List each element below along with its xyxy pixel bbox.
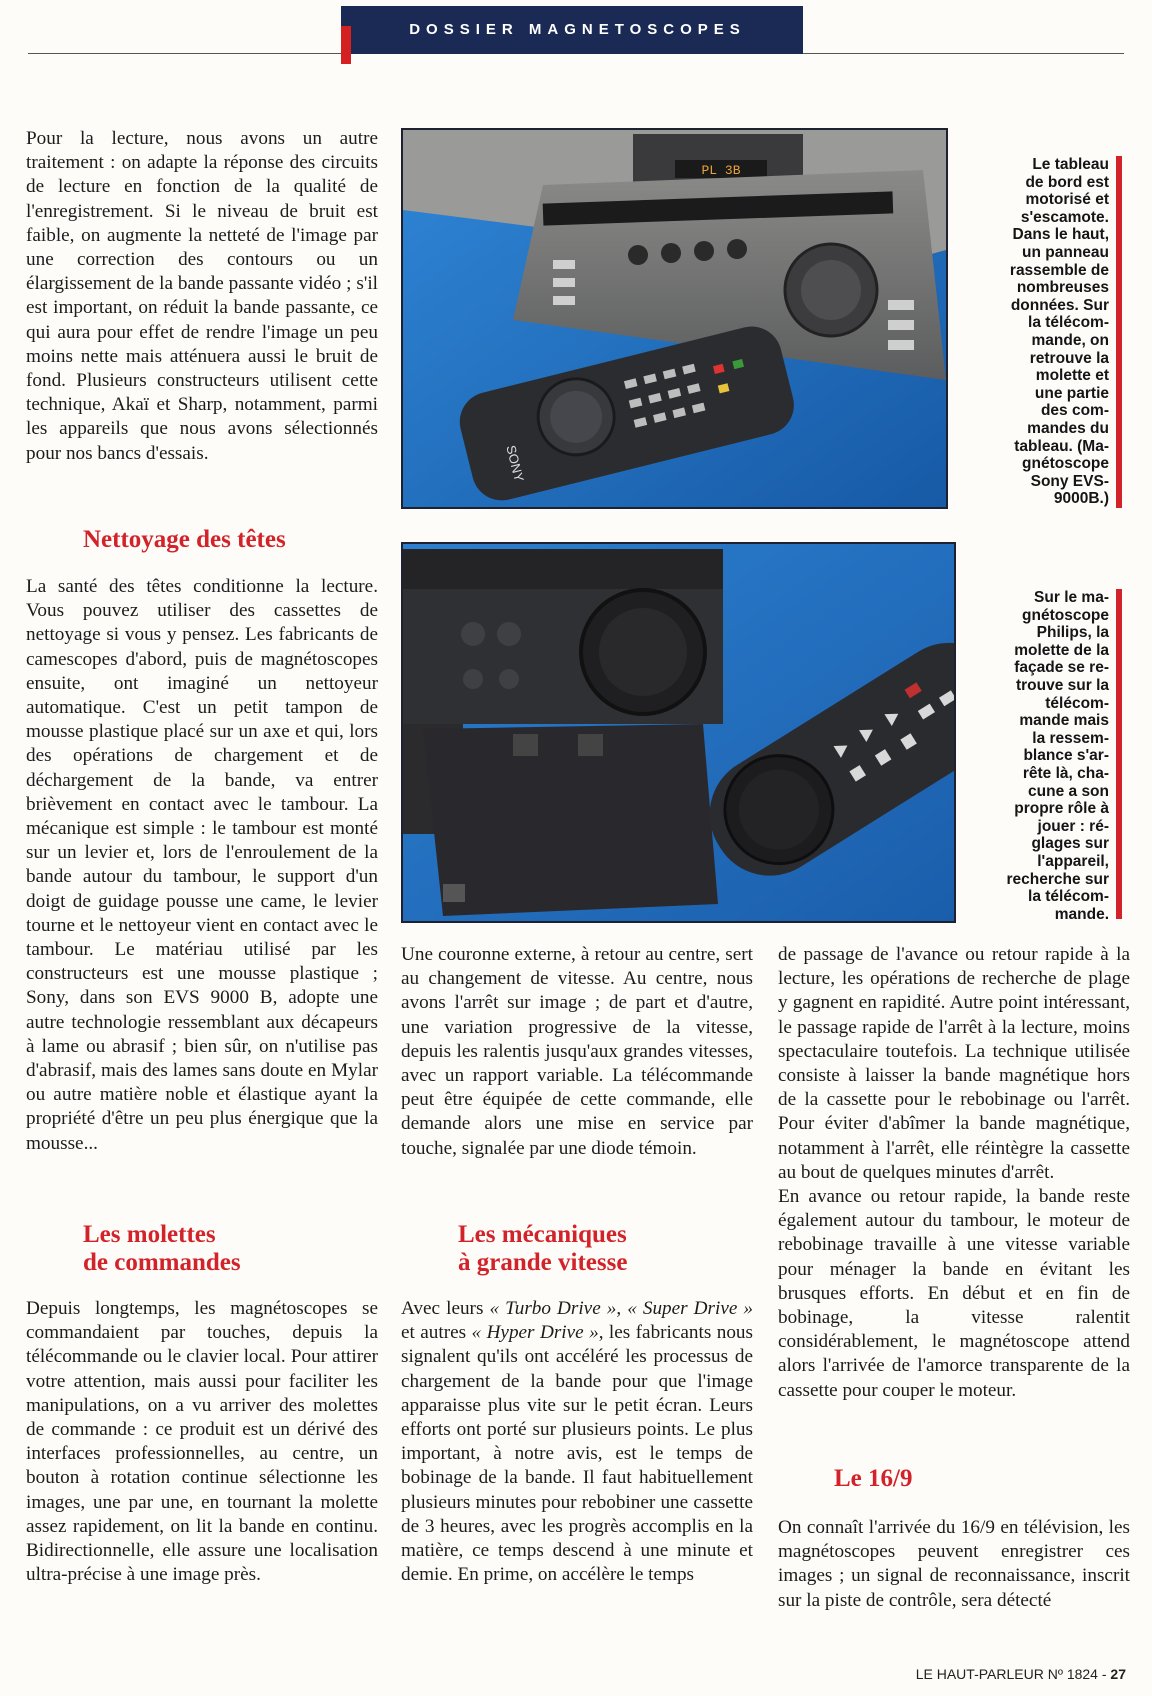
photo-sony-vcr [401,128,948,509]
heading-169: Le 16/9 [834,1465,913,1492]
text-run: et autres [401,1322,472,1344]
caption-line: la télécom- [1028,314,1109,332]
caption-line: s'escamote. [1020,208,1109,226]
paragraph: En avance ou retour rapide, la bande reste également autour du tambour, le moteur de rebobinage travaille à une vitesse variable pour ménager la bande en évitant les brusques efforts. En début et en fin de bobinage, la vitesse ralentit considérablement, le magnétoscope attend alors l'arrivée de l'amorce transparente de la cassette pour couper le moteur. [778,1186,1130,1401]
page-footer [916,1666,1126,1682]
caption-line: nombreuses [1016,279,1109,297]
remote-brand: SONY [503,443,527,484]
caption-line: rassemble de [1009,261,1109,279]
caption-line: gnétoscope [1022,455,1109,473]
caption-line: Philips, la [1036,624,1109,642]
caption-philips [949,589,1109,923]
heading-line: Les molettes [83,1221,216,1248]
caption-line: jouer : ré- [1037,817,1109,835]
paragraph: Depuis longtemps, les magnétoscopes se commandaient par touches, depuis la télécommande ou le clavier local. Pour attirer votre attention, mais aussi pour faciliter les manipulations, on a vu arriver des molettes de commande : ce produit est un dérivé des interfaces professionnelles, au centre, un bouton à rotation continue sélectionne les images, une par une, en tournant la molette assez rapidement, on lit la bande en continu. Bidirectionnelle, elle assure une localisation ultra-précise à une image près. [26,1298,378,1586]
page-number: 27 [1110,1666,1126,1682]
caption-line: une partie [1034,384,1109,402]
header-red-accent [341,26,351,64]
caption-accent-bar [1116,156,1122,508]
paragraph: de passage de l'avance ou retour rapide à la lecture, les opérations de recherche de plage y gagnent en rapidité. Autre point intéressant, le passage rapide de l'arrêt à la lecture, moins spectaculaire toutefois. La technique utilisée consiste à laisser la bande magnétique hors de la cassette pour le rebobinage ou l'arrêt. Pour éviter d'abîmer la bande magnétique, notamment à l'arrêt, elle réintègre la cassette au bout de quelques minutes d'arrêt. [778,944,1130,1183]
caption-line: recherche sur [1006,870,1109,888]
caption-line: glages sur [1031,835,1109,853]
text-run: , [616,1298,628,1319]
caption-line: l'appareil, [1037,852,1109,870]
caption-line: Dans le haut, [1012,226,1109,244]
col3-paragraph-1 [778,943,1130,1403]
caption-line: mande. [1054,905,1109,923]
caption-line: blance s'ar- [1023,747,1109,765]
section-title: DOSSIER MAGNETOSCOPES [409,21,746,38]
heading-line: de commandes [83,1249,241,1276]
col2-paragraph-1 [401,943,753,1161]
text-run-italic: « Hyper Drive » [471,1322,599,1344]
heading-line: Les mécaniques [458,1221,627,1248]
lcd-readout: PL 3B [701,163,741,178]
col1-paragraph-3 [26,1297,378,1587]
caption-line: télécom- [1045,694,1109,712]
caption-line: trouve sur la [1015,676,1109,694]
caption-line: un panneau [1022,243,1109,261]
caption-line: molette et [1035,367,1109,385]
caption-line: Sony EVS- [1030,472,1109,490]
caption-line: 9000B.) [1053,490,1109,508]
caption-line: propre rôle à [1014,800,1109,818]
col1-paragraph-1 [26,127,378,466]
paragraph [401,1297,753,1587]
paragraph: Pour la lecture, nous avons un autre traitement : on adapte la réponse des circuits de lecture en fonction de la qualité de l'enregistrement. Si le niveau de bruit est faible, on augmente la netteté de l'image par une correction des contours ou un élargissement de la bande passante vidéo ; s'il est important, on réduit la bande passante, ce qui aura pour effet de rendre l'image un peu moins nette mais atténuera aussi le bruit de fond. Plusieurs constructeurs utilisent cette technique, Akaï et Sharp, notamment, parmi les appareils que nous avons sélectionnés pour nos bancs d'essais. [26,128,378,464]
magazine-issue: LE HAUT-PARLEUR Nº 1824 - [915,1666,1111,1682]
caption-line: de bord est [1025,173,1109,191]
caption-line: façade se re- [1014,659,1109,677]
heading-nettoyage: Nettoyage des têtes [83,526,286,553]
photo-philips-vcr [401,542,956,923]
caption-line: Le tableau [1032,156,1109,173]
caption-line: la ressem- [1032,729,1109,747]
text-run-italic: « Turbo Drive » [489,1298,617,1319]
caption-line: motorisé et [1025,191,1109,209]
caption-line: tableau. (Ma- [1014,437,1109,455]
caption-line: données. Sur [1010,296,1109,314]
heading-line: à grande vitesse [458,1249,628,1276]
col2-paragraph-2 [401,1297,753,1587]
heading-molettes [83,1221,241,1277]
caption-line: mande, on [1031,331,1109,349]
heading-mecaniques [458,1221,627,1277]
paragraph: Une couronne externe, à retour au centre, sert au changement de vitesse. Au centre, nous avons l'arrêt sur image ; de part et d'autre, une variation progressive de la vitesse, depuis les ralentis jusqu'aux grandes vitesses, avec un rapport variable. La télécommande peut être équipée de cette commande, elle demande alors une mise en service par touche, signalée par une diode témoin. [401,944,753,1159]
caption-sony [959,156,1109,508]
caption-line: retrouve la [1029,349,1109,367]
caption-line: rête là, cha- [1022,764,1109,782]
caption-line: des com- [1040,402,1109,420]
col1-paragraph-2 [26,575,378,1156]
sony-vcr-illustration [403,130,946,507]
text-run-italic: « Super Drive » [627,1298,754,1319]
caption-line: cune a son [1028,782,1109,800]
caption-line: Sur le ma- [1034,589,1109,606]
caption-line: gnétoscope [1022,606,1109,624]
text-run: , les fabricants nous signalent qu'ils ont accéléré les processus de chargement de la bande pour que l'image apparaisse plus vite sur le petit écran. Leurs efforts ont porté sur plusieurs points. Le plus important, à notre avis, est le temps de bobinage de la bande. Il faut habituellement plusieurs minutes pour rebobiner une cassette de 3 heures, avec les progrès accomplis en la matière, ce temps descend à une minute et demie. En prime, on accélère le temps [401,1322,753,1586]
paragraph: La santé des têtes conditionne la lecture. Vous pouvez utiliser des cassettes de nettoyage si vous y pensez. Les fabricants de camescopes d'abord, puis de magnétoscopes ensuite, ont imaginé un nettoyeur automatique. C'est un petit tampon de mousse plastique placé sur un axe et qui, lors des opérations de chargement et de déchargement de la bande, va entrer brièvement en contact avec le tambour. La mécanique est simple : le tambour est monté sur un levier et, lors de l'enroulement de la bande autour du tambour, le support d'un doigt de guidage pousse une came, le levier tourne et le nettoyeur vient en contact avec le tambour. Le matériau utilisé par les constructeurs est une mousse plastique ; Sony, dans son EVS 9000 B, adopte une autre technologie ressemblant aux décapeurs à lame ou abrasif ; bien sûr, on n'utilise pas d'abrasif, mais des lames sans doute en Mylar ou autre matière noble et élastique ayant la propriété d'être un peu plus énergique que la mousse... [26,576,378,1154]
col3-paragraph-3 [778,1516,1130,1613]
paragraph: On connaît l'arrivée du 16/9 en télévision, les magnétoscopes peuvent enregistrer ces images ; un signal de reconnaissance, inscrit sur la piste de contrôle, sera détecté [778,1517,1130,1611]
philips-vcr-illustration [403,544,954,921]
caption-line: molette de la [1014,641,1109,659]
caption-line: mande mais [1019,712,1109,730]
caption-line: la télécom- [1028,888,1109,906]
text-run: Avec leurs [401,1298,490,1319]
caption-accent-bar [1116,589,1122,919]
caption-line: mandes du [1027,419,1109,437]
